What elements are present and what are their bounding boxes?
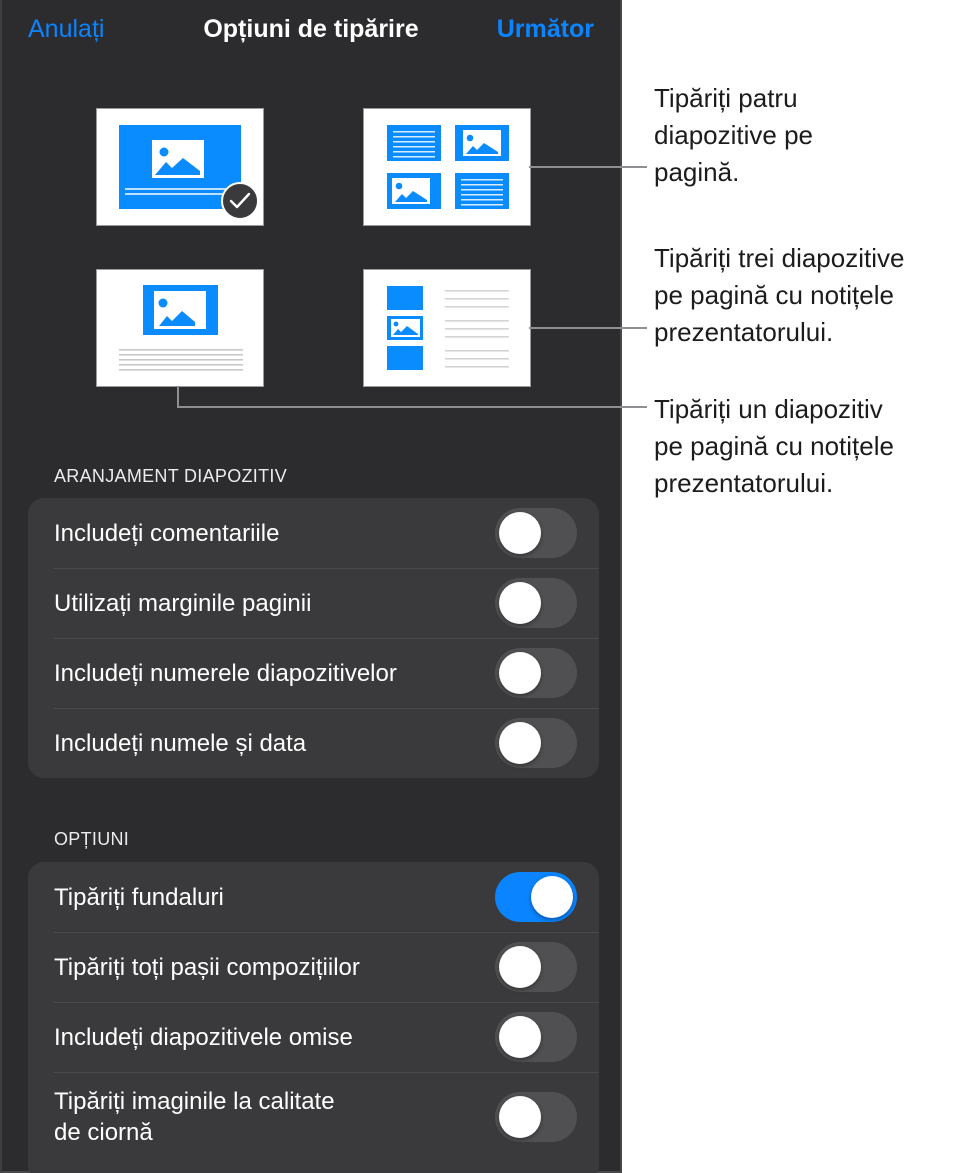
- callout-line: diapozitive pe: [654, 120, 813, 150]
- print-build-stages-toggle[interactable]: [495, 942, 577, 992]
- toggle-knob: [499, 722, 541, 764]
- toggle-knob: [499, 652, 541, 694]
- row-label: Includeți numele și data: [54, 729, 307, 757]
- next-button[interactable]: Următor: [496, 15, 594, 43]
- layout-one-slide-notes-preview: [97, 270, 265, 388]
- arrangement-group: [28, 498, 599, 778]
- callout-line: Tipăriți un diapozitiv: [654, 394, 883, 424]
- toggle-knob: [499, 512, 541, 554]
- navigation-bar: [2, 0, 620, 64]
- include-slide-numbers-toggle[interactable]: [495, 648, 577, 698]
- row-label-line2: de ciornă: [54, 1119, 153, 1146]
- row-use-page-margins: [28, 568, 599, 638]
- callout-line-one-slide-notes-vertical: [177, 386, 179, 407]
- row-include-comments: [28, 498, 599, 568]
- use-page-margins-toggle[interactable]: [495, 578, 577, 628]
- layout-four-slides-preview: [364, 109, 532, 227]
- row-print-backgrounds: [28, 862, 599, 932]
- draft-quality-images-toggle[interactable]: [495, 1092, 577, 1142]
- row-label: Utilizați marginile paginii: [54, 589, 312, 617]
- layout-three-slides-notes[interactable]: [363, 269, 531, 387]
- toggle-knob: [499, 946, 541, 988]
- row-label: Tipăriți toți pașii compozițiilor: [54, 953, 360, 981]
- selected-badge: [221, 182, 259, 220]
- checkmark-icon: [229, 192, 251, 210]
- row-print-build-stages: [28, 932, 599, 1002]
- callout-four-slides: [654, 80, 813, 191]
- row-draft-quality-images: [28, 1072, 599, 1162]
- callout-line: Tipăriți patru: [654, 83, 798, 113]
- toggle-knob: [499, 582, 541, 624]
- toggle-knob: [499, 1096, 541, 1138]
- row-label-line1: Tipăriți imaginile la calitate: [54, 1088, 335, 1115]
- toggle-knob: [531, 876, 573, 918]
- callout-line-one-slide-notes: [177, 406, 647, 408]
- callout-line: prezentatorului.: [654, 468, 834, 498]
- callout-line: pagină.: [654, 157, 740, 187]
- callout-line: Tipăriți trei diapozitive: [654, 243, 905, 273]
- callout-line: prezentatorului.: [654, 317, 834, 347]
- layout-one-slide-notes[interactable]: [96, 269, 264, 387]
- row-label: Includeți comentariile: [54, 519, 280, 547]
- include-comments-toggle[interactable]: [495, 508, 577, 558]
- section-header-options: OPȚIUNI: [54, 829, 130, 849]
- section-header-arrangement: ARANJAMENT DIAPOZITIV: [54, 466, 287, 486]
- callout-line: pe pagină cu notițele: [654, 280, 894, 310]
- cancel-button[interactable]: Anulați: [28, 15, 105, 43]
- callout-line-three-slides-notes: [529, 327, 647, 329]
- page-title: Opțiuni de tipărire: [203, 15, 419, 43]
- row-label: [54, 1086, 335, 1148]
- options-group: [28, 862, 599, 1173]
- row-label: Includeți diapozitivele omise: [54, 1023, 353, 1051]
- toggle-knob: [499, 1016, 541, 1058]
- callout-three-slides-notes: [654, 240, 904, 351]
- layout-three-slides-notes-preview: [364, 270, 532, 388]
- include-skipped-slides-toggle[interactable]: [495, 1012, 577, 1062]
- include-name-date-toggle[interactable]: [495, 718, 577, 768]
- callout-line: pe pagină cu notițele: [654, 431, 894, 461]
- layout-four-slides[interactable]: [363, 108, 531, 226]
- callout-one-slide-notes: [654, 391, 894, 502]
- callout-line-four-slides: [529, 166, 647, 168]
- row-label: Includeți numerele diapozitivelor: [54, 659, 397, 687]
- row-label: Tipăriți fundaluri: [54, 883, 224, 911]
- print-backgrounds-toggle[interactable]: [495, 872, 577, 922]
- row-include-skipped-slides: [28, 1002, 599, 1072]
- row-include-name-date: [28, 708, 599, 778]
- row-include-slide-numbers: [28, 638, 599, 708]
